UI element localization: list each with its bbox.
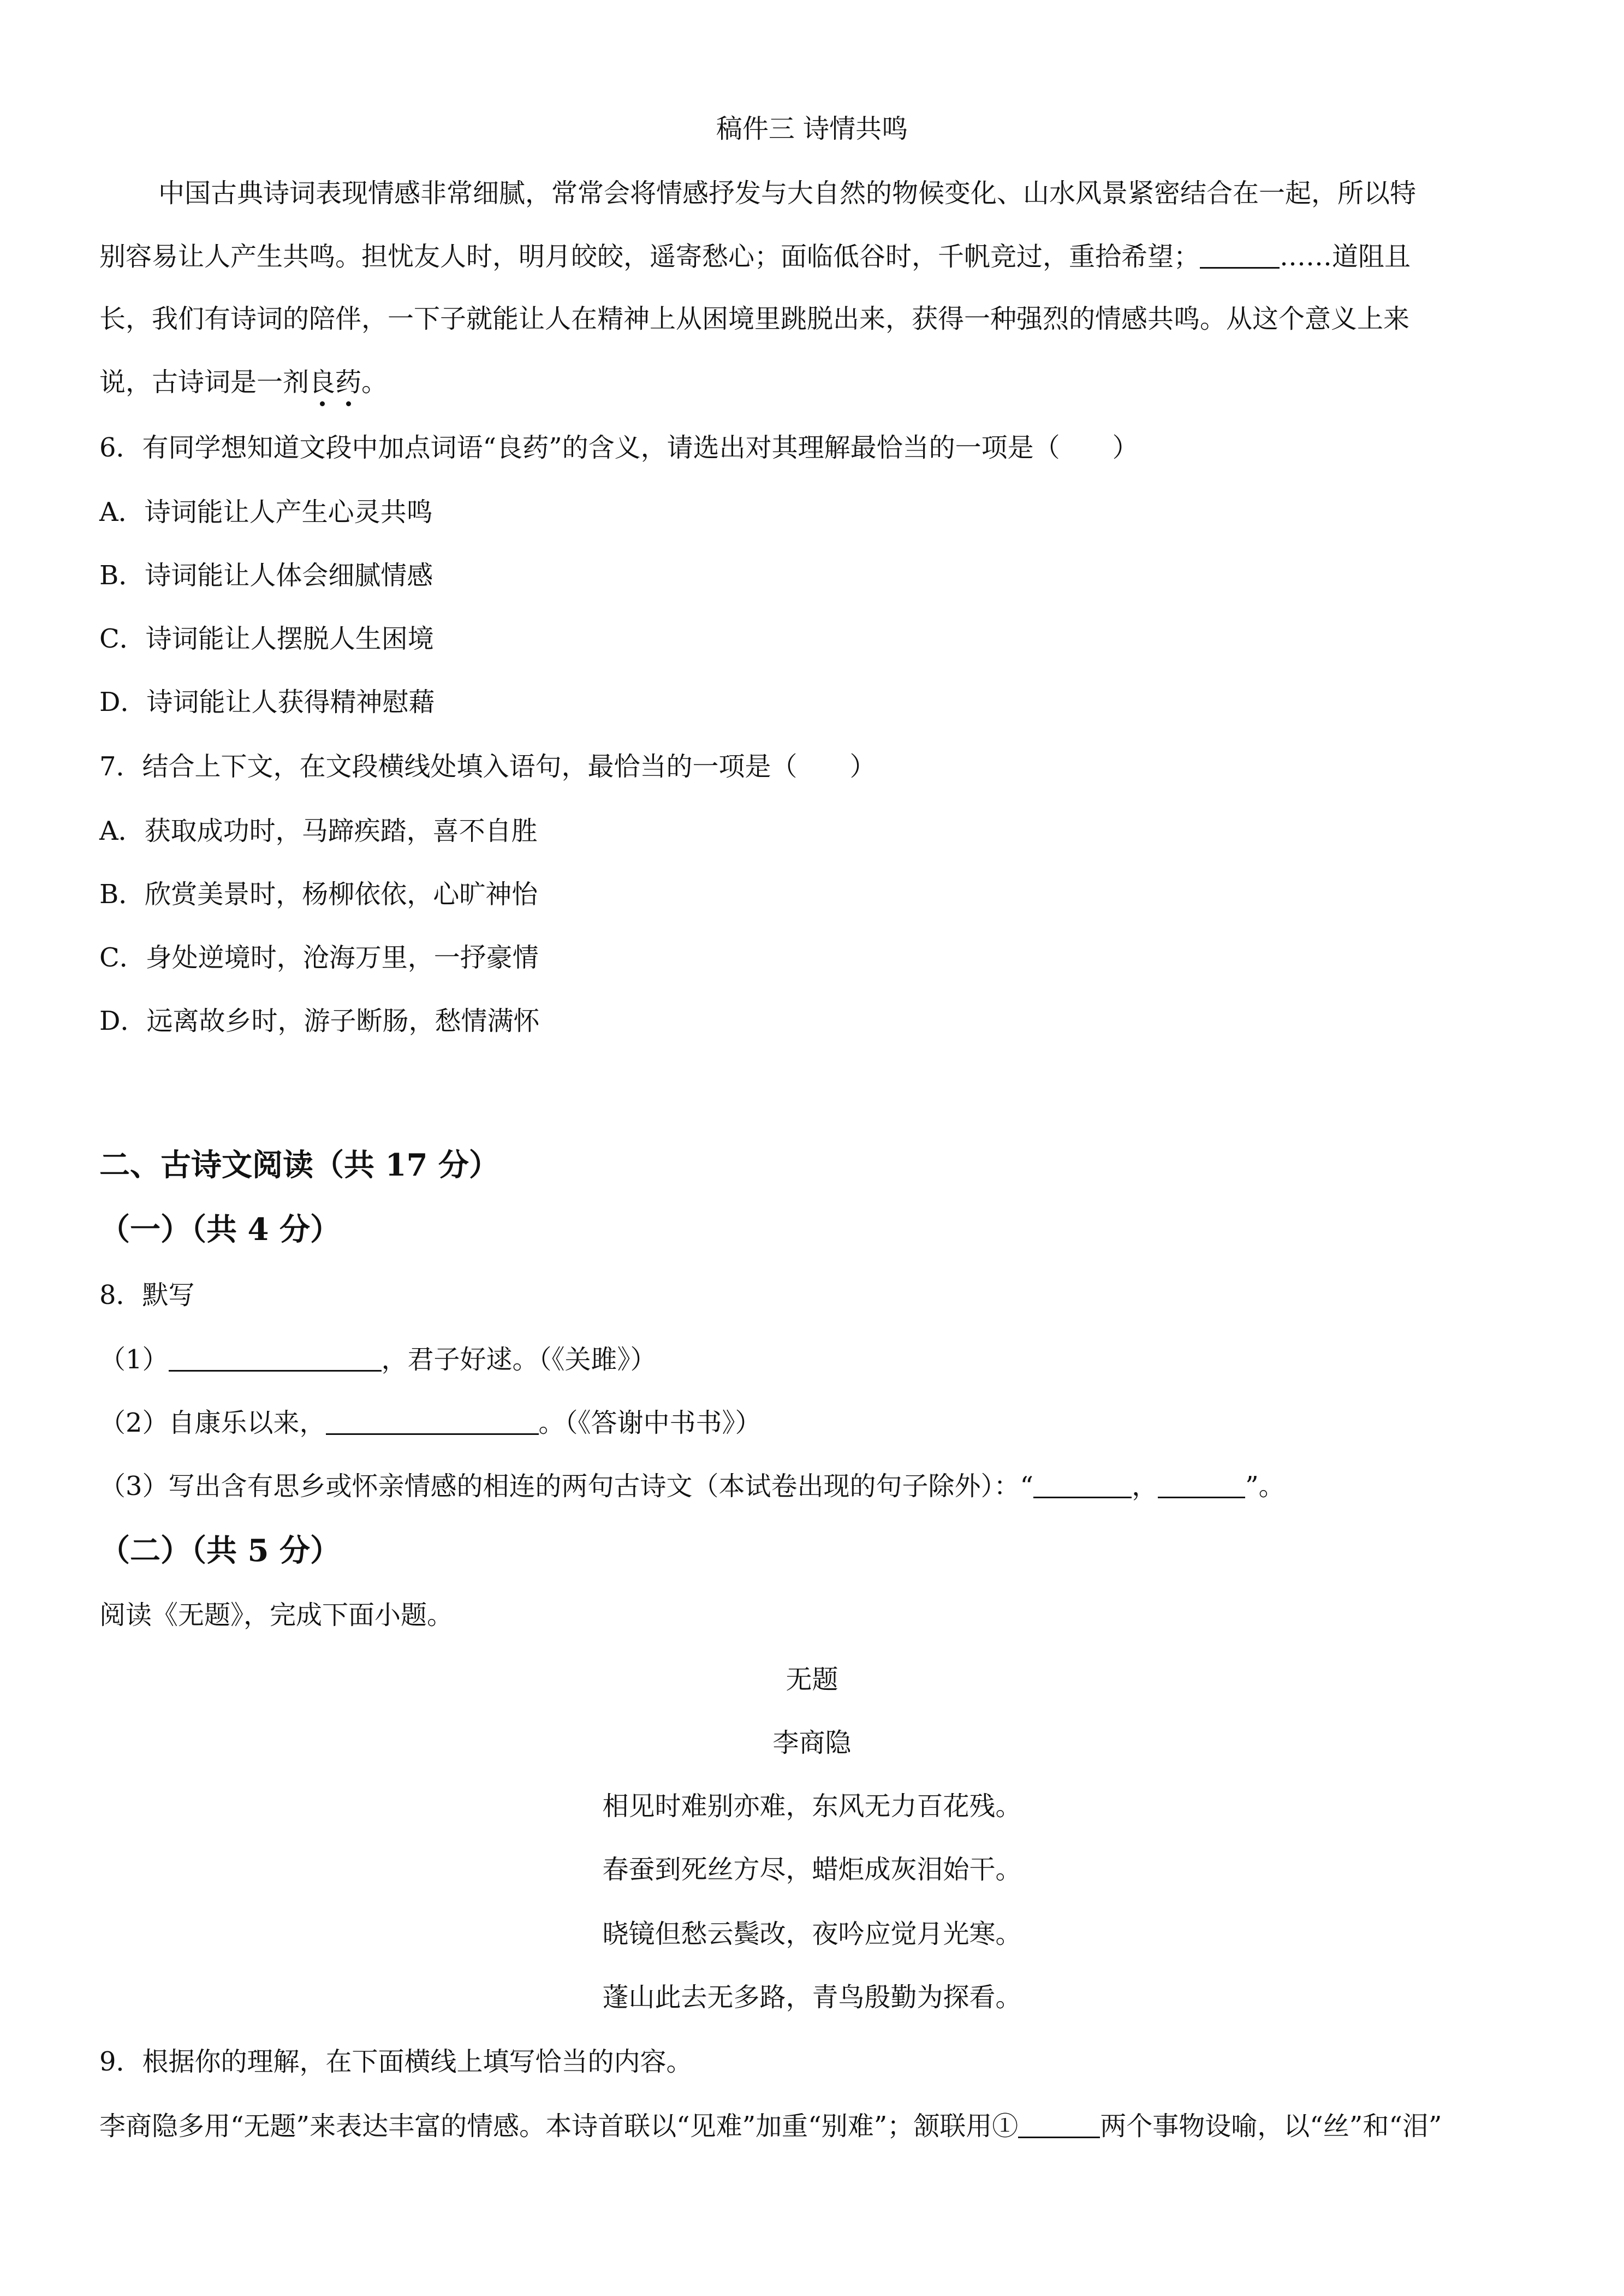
draft3-title: 稿件三 诗情共鸣 <box>716 114 908 144</box>
fill-blank <box>1158 1473 1245 1498</box>
passage-text: 别容易让人产生共鸣。担忧友人时，明月皎皎，遥寄愁心；面临低谷时，千帆竞过，重拾希望； <box>99 241 1200 272</box>
poem-line: 晓镜但愁云鬓改，夜吟应觉月光寒。 <box>602 1919 1022 1949</box>
poem-line: 春蚕到死丝方尽，蜡炬成灰泪始干。 <box>602 1854 1022 1885</box>
passage-text: 。 <box>361 367 388 398</box>
emphasis-dot-char: 药 <box>335 367 362 398</box>
poem-line: 蓬山此去无多路，青鸟殷勤为探看。 <box>602 1982 1022 2013</box>
fill-blank <box>169 1346 382 1372</box>
fill-blank <box>326 1409 539 1435</box>
poem-line: 相见时难别亦难，东风无力百花残。 <box>602 1791 1022 1822</box>
fill-blank <box>1033 1473 1132 1498</box>
passage-text: ……道阻且 <box>1280 241 1411 272</box>
passage-text: 说，古诗词是一剂 <box>99 367 310 398</box>
poem-author: 李商隐 <box>772 1728 852 1758</box>
fill-blank <box>1200 243 1280 269</box>
fill-blank <box>1018 2113 1100 2138</box>
emphasis-dot-char: 良 <box>309 367 336 398</box>
passage-text: 中国古典诗词表现情感非常细腻，常常会将情感抒发与大自然的物候变化、山水风景紧密结合在一起，所以特 <box>158 178 1417 209</box>
poem-title: 无题 <box>786 1664 838 1695</box>
exam-page: 稿件三 诗情共鸣 中国古典诗词表现情感非常细腻，常常会将情感抒发与大自然的物候变化、山水风景紧密结合在一起，所以特 别容易让人产生共鸣。担忧友人时，明月皎皎，遥寄愁心；面临低谷时，千帆竞过，重拾希望； ……道阻且 长，我们有诗词的陪伴，一下子就能让人在精神上从困境里跳脱出来，获得一种强烈的情感共鸣。从这个意义上来 说，古诗词是一剂良药。 6．有同学想知道文段中加点词语“良药”的含义，请选出对其理解最恰当的一项是（ ） A．诗词能让人产生心灵共鸣 B．诗词能让人体会细腻情感 C．诗词能让人摆脱人生困境 D．诗词能让人获得精神慰藉 7．结合上下文，在文段横线处填入语句，最恰当的一项是（ ） A．获取成功时，马蹄疾踏，喜不自胜 B．欣赏美景时，杨柳依依，心旷神怡 C．身处逆境时，沧海万里，一抒豪情 D．远离故乡时，游子断肠，愁情满怀 二、古诗文阅读（共 17 分） （一）（共 4 分） 8．默写 （1） ，君子好逑。（《关雎》） （2）自康乐以来， 。（《答谢中书书》） （3）写出含有思乡或怀亲情感的相连的两句古诗文（本试卷出现的句子除外）：“ ， ”。 （二）（共 5 分） 阅读《无题》，完成下面小题。 无题 李商隐 相见时难别亦难，东风无力百花残。 春蚕到死丝方尽，蜡炬成灰泪始干。 晓镜但愁云鬓改，夜吟应觉月光寒。 蓬山此去无多路，青鸟殷勤为探看。 9．根据你的理解，在下面横线上填写恰当的内容。 李商隐多用“无题”来表达丰富的情感。本诗首联以“见难”加重“别难”；颔联用① 两个事物设喻，以“丝”和“泪” <box>0 0 1624 2296</box>
passage-text: 长，我们有诗词的陪伴，一下子就能让人在精神上从困境里跳脱出来，获得一种强烈的情感共鸣。从这个意义上来 <box>99 304 1410 334</box>
